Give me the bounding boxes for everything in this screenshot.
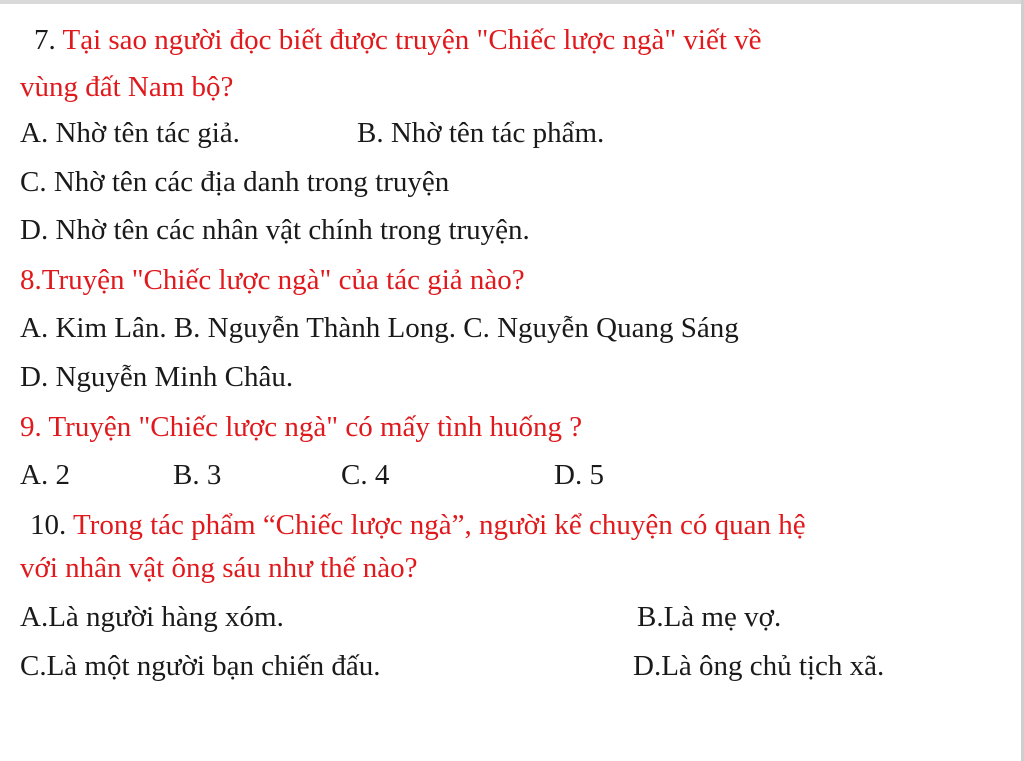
question-10-line-1 — [30, 507, 806, 543]
question-8-text: Truyện "Chiếc lược ngà" của tác giả nào? — [41, 264, 525, 296]
question-9-option-d: D. 5 — [554, 459, 604, 491]
question-10-option-c: C.Là một người bạn chiến đấu. — [20, 650, 381, 682]
question-7-option-d: D. Nhờ tên các nhân vật chính trong truyện. — [20, 214, 530, 246]
question-8-number: 8. — [20, 264, 42, 296]
question-7-number: 7. — [34, 24, 56, 56]
question-9-option-b: B. 3 — [173, 459, 222, 491]
question-7-option-c: C. Nhờ tên các địa danh trong truyện — [20, 166, 450, 198]
question-7-text-1: Tại sao người đọc biết được truyện "Chiếc lược ngà" viết về — [62, 24, 762, 56]
question-7-line-1 — [34, 22, 762, 58]
question-9-option-a: A. 2 — [20, 459, 70, 491]
question-10-number: 10. — [30, 509, 67, 541]
question-9-text: Truyện "Chiếc lược ngà" có mấy tình huống ? — [48, 411, 583, 443]
question-10-text-2: với nhân vật ông sáu như thế nào? — [20, 552, 418, 584]
question-8-options-line-2: D. Nguyễn Minh Châu. — [20, 361, 294, 393]
question-8-line — [20, 262, 525, 298]
question-9-option-c: C. 4 — [341, 459, 390, 491]
question-9-number: 9. — [20, 411, 42, 443]
question-7-text-2: vùng đất Nam bộ? — [20, 71, 234, 103]
question-10-option-d: D.Là ông chủ tịch xã. — [633, 650, 885, 682]
question-7-option-a: A. Nhờ tên tác giả. — [20, 117, 240, 149]
question-10-option-b: B.Là mẹ vợ. — [637, 601, 782, 633]
question-10-text-1: Trong tác phẩm “Chiếc lược ngà”, người kể chuyện có quan hệ — [72, 509, 806, 541]
question-7-option-b: B. Nhờ tên tác phẩm. — [357, 117, 605, 149]
question-10-option-a: A.Là người hàng xóm. — [20, 601, 284, 633]
question-9-line — [20, 409, 582, 445]
top-border — [0, 0, 1024, 4]
question-8-options-line-1: A. Kim Lân. B. Nguyễn Thành Long. C. Nguyễn Quang Sáng — [20, 312, 739, 344]
